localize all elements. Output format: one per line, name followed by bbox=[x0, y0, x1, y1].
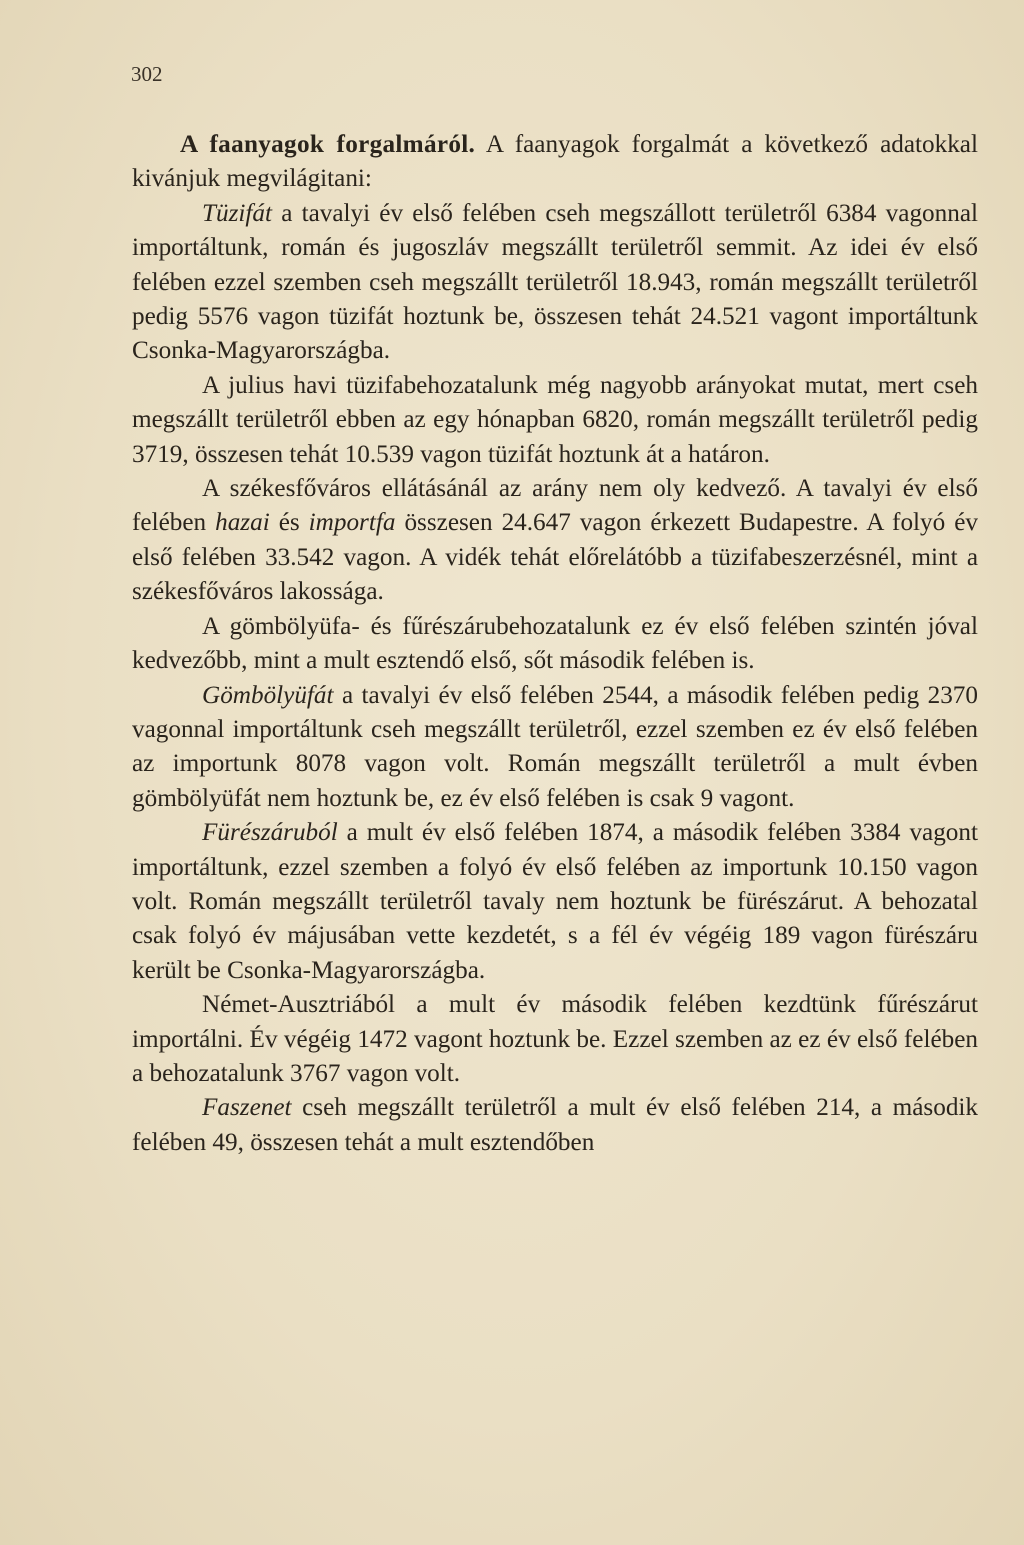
text-run: összesen 24.647 vagon érkezett Budapestre. A folyó év első felében 33.542 vagon. A vidék tehát előrelátóbb a tüzifabeszerzésnél, mint a székesfőváros lakossága. bbox=[132, 509, 978, 606]
paragraph-p1 bbox=[132, 128, 978, 197]
emphasis-term: Fürészáruból bbox=[202, 819, 338, 847]
text-run: A székesfőváros ellátásánál az arány nem oly kedvező. A tavalyi év első felében bbox=[132, 475, 978, 537]
paragraph-p9 bbox=[132, 1091, 978, 1160]
paragraph-p3 bbox=[132, 369, 978, 472]
text-run: A gömbölyüfa- és fűrészárubehozatalunk ez év első felében szintén jóval kedvezőbb, mint a mult esztendő első, sőt második felében is. bbox=[132, 612, 978, 675]
page-number: 302 bbox=[131, 62, 163, 86]
text-run: és bbox=[269, 509, 309, 537]
text-run: a tavalyi év első felében 2544, a második felében pedig 2370 vagonnal importáltunk cseh megszállt területről, ezzel szemben ez év első felében az importunk 8078 vagon volt. Román megszállt területről a mult évben gömbölyüfát nem hoztunk be, ez év első felében is csak 9 vagont. bbox=[132, 681, 978, 812]
paragraph-p6 bbox=[132, 679, 978, 817]
paragraph-p5 bbox=[132, 610, 978, 679]
text-run: a tavalyi év első felében cseh megszállott területről 6384 vagonnal importáltunk, román és jugoszláv megszállt területről semmit. Az idei év első felében ezzel szemben cseh megszállt területről 18.943, román megszállt területről pedig 5576 vagon tüzifát hoztunk be, összesen tehát 24.521 vagont importáltunk Csonka-Magyarországba. bbox=[132, 199, 978, 365]
section-heading: A faanyagok forgalmáról. bbox=[180, 131, 476, 158]
paragraph-p2 bbox=[132, 197, 978, 369]
body-text bbox=[132, 128, 978, 1160]
paragraph-p4 bbox=[132, 472, 978, 610]
emphasis-term: Gömbölyüfát bbox=[202, 681, 334, 709]
text-run: Német-Ausztriából a mult év második felében kezdtünk fűrészárut importálni. Év végéig 1472 vagont hoztunk be. Ezzel szemben az ez év első felében a behozatalunk 3767 vagon volt. bbox=[132, 991, 978, 1087]
emphasis-term: Faszenet bbox=[202, 1094, 292, 1122]
emphasis-term: importfa bbox=[308, 509, 396, 537]
emphasis-term: Tüzifát bbox=[202, 199, 272, 227]
text-run: cseh megszállt területről a mult év első felében 214, a második felében 49, összesen tehát a mult esztendőben bbox=[132, 1094, 978, 1156]
emphasis-term: hazai bbox=[215, 509, 270, 537]
text-run: A julius havi tüzifabehozatalunk még nagyobb arányokat mutat, mert cseh megszállt területről ebben az egy hónapban 6820, román megszállt területről pedig 3719, összesen tehát 10.539 vagon tüzifát hoztunk át a határon. bbox=[132, 371, 978, 468]
paragraph-p7 bbox=[132, 816, 978, 988]
text-run: a mult év első felében 1874, a második felében 3384 vagont importáltunk, ezzel szemben a folyó év első felében az importunk 10.150 vagon volt. Román megszállt területről tavaly nem hoztunk be fürészárut. A behozatal csak folyó év májusában vette kezdetét, s a fél év végéig 189 vagon fürészáru került be Csonka-Magyarországba. bbox=[132, 819, 978, 984]
paragraph-p8 bbox=[132, 988, 978, 1091]
text-run: A faanyagok forgalmát a következő adatokkal kivánjuk megvilágitani: bbox=[132, 131, 978, 193]
